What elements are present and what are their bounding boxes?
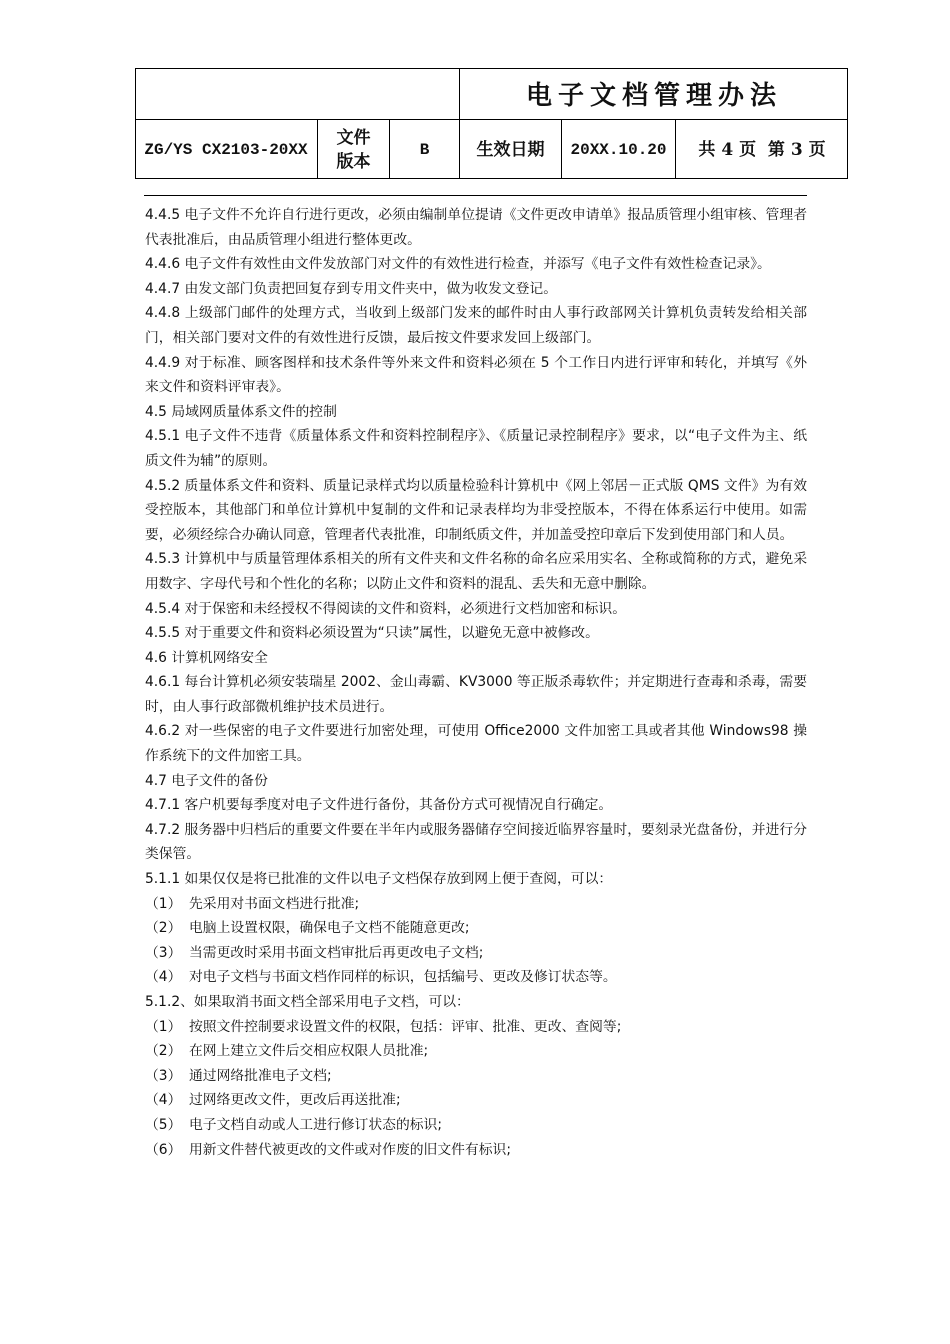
clause-4-5-5: 4.5.5 对于重要文件和资料必须设置为“只读”属性，以避免无意中被修改。 bbox=[145, 625, 599, 642]
list-text: 在网上建立文件后交相应权限人员批准; bbox=[189, 1043, 429, 1060]
effective-date-label: 生效日期 bbox=[476, 139, 545, 160]
list-number: （3） bbox=[145, 944, 182, 961]
list-text: 对电子文档与书面文档作同样的标识，包括编号、更改及修订状态等。 bbox=[189, 969, 617, 986]
document-header-table bbox=[135, 68, 848, 179]
header-divider bbox=[144, 195, 807, 196]
list-number: （1） bbox=[145, 895, 182, 912]
list-number: （4） bbox=[145, 1092, 182, 1109]
list-number: （2） bbox=[145, 1043, 182, 1060]
list-number: （3） bbox=[145, 1067, 182, 1084]
clause-4-5-2: 4.5.2 质量体系文件和资料、质量记录样式均以质量检验科计算机中《网上邻居－正式版 QMS 文件》为有效受控版本，其他部门和单位计算机中复制的文件和记录表样均为非受控版本，不得在体系运行中使用。如需要，必须经综合办确认同意，管理者代表批准，印制纸质文件，并加盖受控印章后下发到使用部门和人员。 bbox=[145, 477, 807, 543]
version-value: B bbox=[419, 140, 430, 159]
list-item bbox=[145, 1015, 807, 1040]
header-blank-cell bbox=[135, 68, 459, 119]
clause-5-1-1: 5.1.1 如果仅仅是将已批准的文件以电子文档保存放到网上便于查阅，可以： bbox=[145, 871, 613, 888]
clause-4-7-1: 4.7.1 客户机要每季度对电子文件进行备份，其备份方式可视情况自行确定。 bbox=[145, 797, 613, 814]
list-number: （2） bbox=[145, 920, 182, 937]
clause-4-5-1: 4.5.1 电子文件不违背《质量体系文件和资料控制程序》、《质量记录控制程序》要求，以“电子文件为主、纸质文件为辅”的原则。 bbox=[145, 428, 807, 469]
list-text: 过网络更改文件，更改后再送批准; bbox=[189, 1092, 401, 1109]
clause-4-5-3: 4.5.3 计算机中与质量管理体系相关的所有文件夹和文件名称的命名应采用实名、全称或简称的方式，避免采用数字、字母代号和个性化的名称；以防止文件和资料的混乱、丢失和无意中删除。 bbox=[145, 551, 807, 592]
clause-4-4-9: 4.4.9 对于标准、顾客图样和技术条件等外来文件和资料必须在 5 个工作日内进行评审和转化，并填写《外来文件和资料评审表》。 bbox=[145, 354, 807, 396]
list-text: 用新文件替代被更改的文件或对作废的旧文件有标识; bbox=[189, 1141, 511, 1158]
list-number: （4） bbox=[145, 969, 182, 986]
clause-4-6-1: 4.6.1 每台计算机必须安装瑞星 2002、金山毒霸、KV3000 等正版杀毒软件；并定期进行查毒和杀毒，需要时，由人事行政部微机维护技术员进行。 bbox=[145, 674, 807, 715]
document-body bbox=[145, 203, 807, 1162]
list-text: 电脑上设置权限，确保电子文档不能随意更改; bbox=[189, 920, 470, 937]
clause-4-4-5: 4.4.5 电子文件不允许自行进行更改，必须由编制单位提请《文件更改申请单》报品质管理小组审核、管理者代表批准后，由品质管理小组进行整体更改。 bbox=[145, 207, 807, 248]
list-item bbox=[145, 1088, 807, 1113]
effective-date-cell bbox=[561, 119, 675, 179]
clause-4-4-7: 4.4.7 由发文部门负责把回复存到专用文件夹中，做为收发文登记。 bbox=[145, 280, 558, 297]
list-text: 通过网络批准电子文档; bbox=[189, 1067, 332, 1084]
list-item bbox=[145, 916, 807, 941]
version-label-cell bbox=[317, 119, 389, 179]
list-item bbox=[145, 965, 807, 990]
clause-4-6-2: 4.6.2 对一些保密的电子文件要进行加密处理，可使用 Office2000 文件加密工具或者其他 Windows98 操作系统下的文件加密工具。 bbox=[145, 723, 807, 765]
effective-label-cell bbox=[459, 119, 561, 179]
list-text: 先采用对书面文档进行批准; bbox=[189, 895, 360, 912]
list-item bbox=[145, 1064, 807, 1089]
clause-4-4-6: 4.4.6 电子文件有效性由文件发放部门对文件的有效性进行检查，并添写《电子文件有效性检查记录》。 bbox=[145, 256, 771, 273]
section-4-7-heading: 4.7 电子文件的备份 bbox=[145, 772, 268, 789]
effective-date: 20XX.10.20 bbox=[570, 140, 667, 159]
list-item bbox=[145, 1138, 807, 1163]
list-number: （1） bbox=[145, 1018, 182, 1035]
doc-code: ZG/YS CX2103-20XX bbox=[144, 140, 308, 159]
header-title-cell bbox=[459, 68, 848, 119]
list-text: 按照文件控制要求设置文件的权限，包括：评审、批准、更改、查阅等; bbox=[189, 1018, 622, 1035]
clause-4-7-2: 4.7.2 服务器中归档后的重要文件要在半年内或服务器储存空间接近临界容量时，要刻录光盘备份，并进行分类保管。 bbox=[145, 821, 807, 863]
list-item bbox=[145, 892, 807, 917]
document-title: 电子文档管理办法 bbox=[525, 81, 782, 111]
version-label-line1: 文件 bbox=[336, 127, 371, 148]
clause-4-4-8: 4.4.8 上级部门邮件的处理方式，当收到上级部门发来的邮件时由人事行政部网关计算机负责转发给相关部门，相关部门要对文件的有效性进行反馈，最后按文件要求发回上级部门。 bbox=[145, 305, 807, 346]
list-item bbox=[145, 1113, 807, 1138]
list-item bbox=[145, 941, 807, 966]
list-item bbox=[145, 1039, 807, 1064]
clause-5-1-2: 5.1.2、如果取消书面文档全部采用电子文档，可以： bbox=[145, 994, 470, 1010]
clause-4-5-4: 4.5.4 对于保密和未经授权不得阅读的文件和资料，必须进行文档加密和标识。 bbox=[145, 600, 626, 617]
version-cell bbox=[389, 119, 459, 179]
page-count: 共 4 页 第 3 页 bbox=[698, 139, 826, 160]
list-text: 电子文档自动或人工进行修订状态的标识; bbox=[189, 1116, 442, 1133]
doc-code-cell bbox=[135, 119, 317, 179]
section-4-5-heading: 4.5 局域网质量体系文件的控制 bbox=[145, 403, 337, 420]
list-number: （6） bbox=[145, 1141, 182, 1158]
page-count-cell bbox=[675, 119, 848, 179]
list-text: 当需更改时采用书面文档审批后再更改电子文档; bbox=[189, 944, 484, 961]
list-number: （5） bbox=[145, 1116, 182, 1133]
version-label-line2: 版本 bbox=[336, 151, 371, 172]
section-4-6-heading: 4.6 计算机网络安全 bbox=[145, 649, 268, 666]
